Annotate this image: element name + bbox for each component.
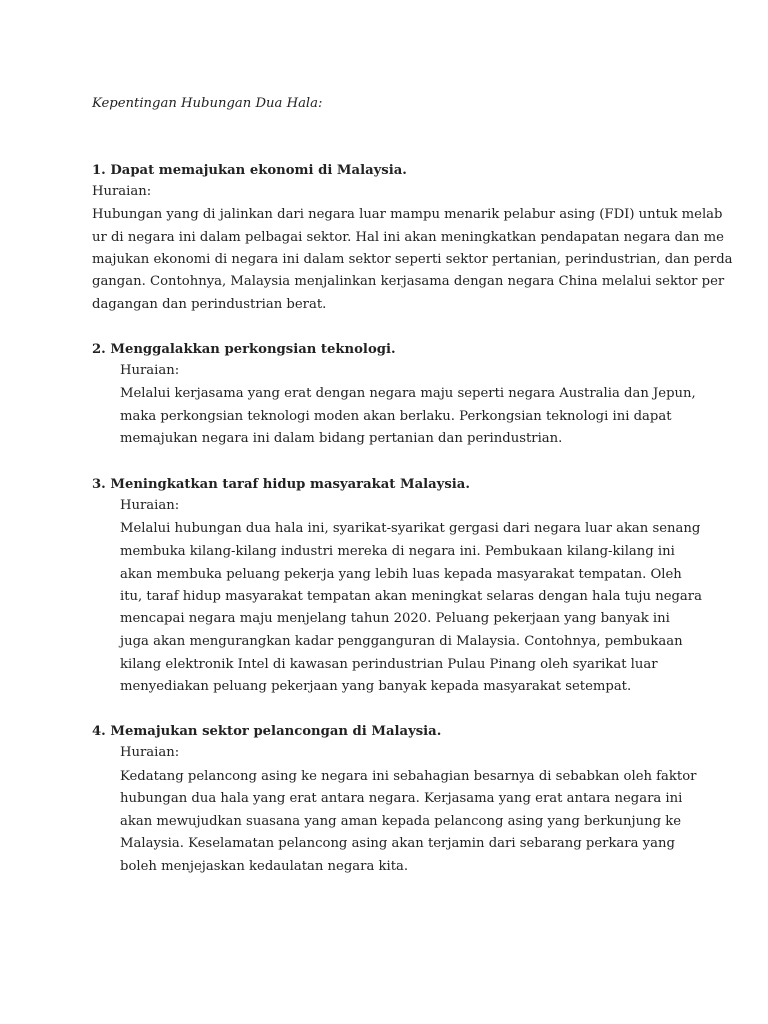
body-line: memajukan negara ini dalam bidang pertanian dan perindustrian. xyxy=(120,431,563,446)
section-label: Huraian: xyxy=(120,745,180,760)
body-line: mencapai negara maju menjelang tahun 2020. Peluang pekerjaan yang banyak ini xyxy=(120,611,670,626)
body-line: boleh menjejaskan kedaulatan negara kita. xyxy=(120,859,409,874)
section-heading: 2. Menggalakkan perkongsian teknologi. xyxy=(92,342,396,357)
body-line: kilang elektronik Intel di kawasan perindustrian Pulau Pinang oleh syarikat luar xyxy=(120,657,658,672)
body-line: majukan ekonomi di negara ini dalam sektor seperti sektor pertanian, perindustrian, dan perda xyxy=(92,252,733,267)
body-line: Melalui kerjasama yang erat dengan negara maju seperti negara Australia dan Jepun, xyxy=(120,386,696,401)
body-line: itu, taraf hidup masyarakat tempatan akan meningkat selaras dengan hala tuju negara xyxy=(120,589,702,604)
body-line: ur di negara ini dalam pelbagai sektor. Hal ini akan meningkatkan pendapatan negara dan me xyxy=(92,230,724,245)
body-line: menyediakan peluang pekerjaan yang banyak kepada masyarakat setempat. xyxy=(120,679,632,694)
section-heading: 1. Dapat memajukan ekonomi di Malaysia. xyxy=(92,163,407,178)
body-line: Melalui hubungan dua hala ini, syarikat-syarikat gergasi dari negara luar akan senang xyxy=(120,521,701,536)
section-label: Huraian: xyxy=(120,363,180,378)
body-line: membuka kilang-kilang industri mereka di negara ini. Pembukaan kilang-kilang ini xyxy=(120,544,675,559)
section-label: Huraian: xyxy=(92,184,152,199)
body-line: Malaysia. Keselamatan pelancong asing akan terjamin dari sebarang perkara yang xyxy=(120,836,675,851)
section-heading: 3. Meningkatkan taraf hidup masyarakat Malaysia. xyxy=(92,477,470,492)
body-line: Hubungan yang di jalinkan dari negara luar mampu menarik pelabur asing (FDI) untuk melab xyxy=(92,207,723,222)
body-line: dagangan dan perindustrian berat. xyxy=(92,297,327,312)
body-line: Kedatang pelancong asing ke negara ini sebahagian besarnya di sebabkan oleh faktor xyxy=(120,769,697,784)
body-line: maka perkongsian teknologi moden akan berlaku. Perkongsian teknologi ini dapat xyxy=(120,409,672,424)
body-line: gangan. Contohnya, Malaysia menjalinkan kerjasama dengan negara China melalui sektor per xyxy=(92,274,725,289)
body-line: juga akan mengurangkan kadar pengganguran di Malaysia. Contohnya, pembukaan xyxy=(120,634,683,649)
section-label: Huraian: xyxy=(120,498,180,513)
document-title: Kepentingan Hubungan Dua Hala: xyxy=(92,96,323,111)
body-line: hubungan dua hala yang erat antara negara. Kerjasama yang erat antara negara ini xyxy=(120,791,683,806)
body-line: akan membuka peluang pekerja yang lebih luas kepada masyarakat tempatan. Oleh xyxy=(120,567,682,582)
section-heading: 4. Memajukan sektor pelancongan di Malaysia. xyxy=(92,724,442,739)
body-line: akan mewujudkan suasana yang aman kepada pelancong asing yang berkunjung ke xyxy=(120,814,682,829)
